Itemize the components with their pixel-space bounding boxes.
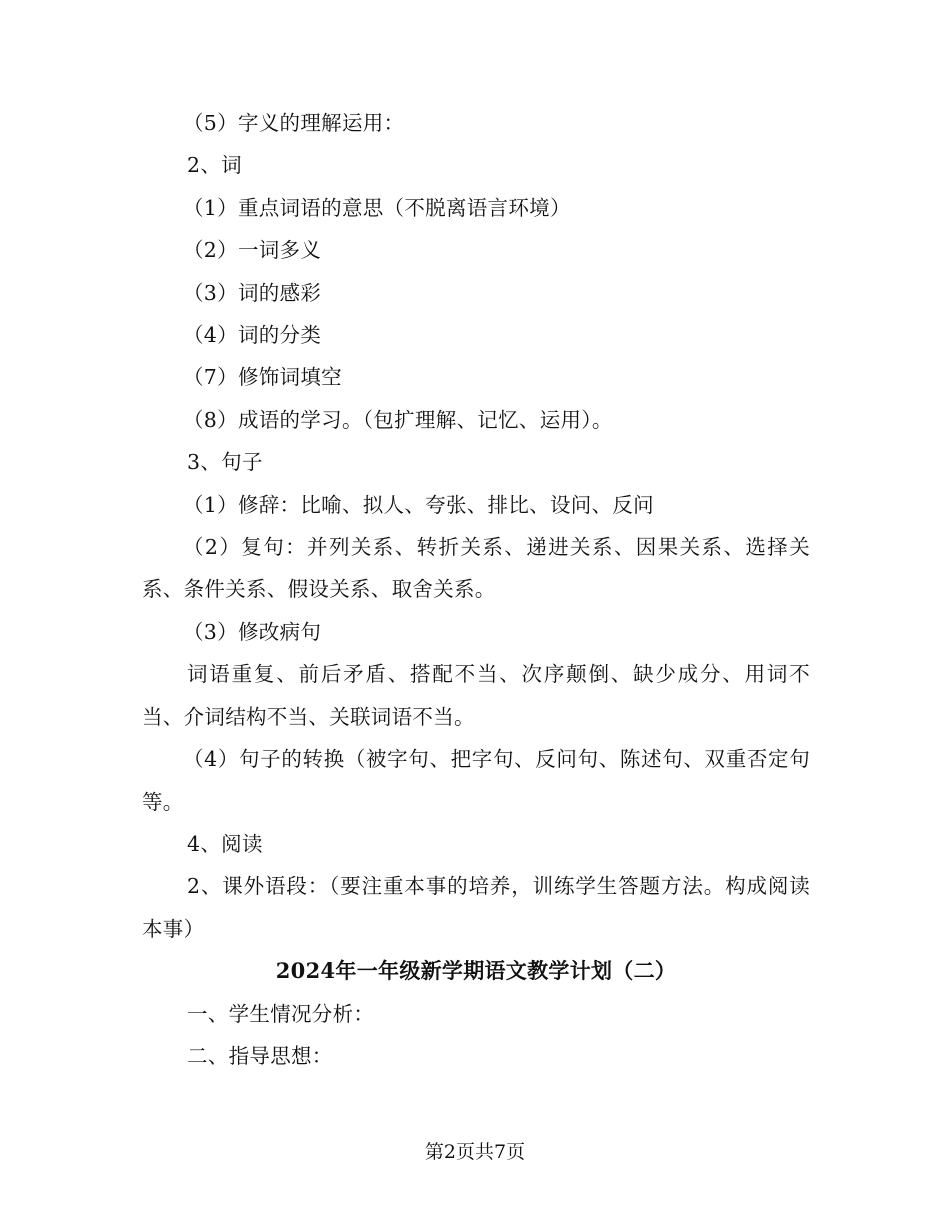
page-footer: 第2页共7页 [424,1141,526,1163]
paragraph: （2）复句：并列关系、转折关系、递进关系、因果关系、选择关系、条件关系、假设关系、取舍关系。 [142,535,810,602]
paragraph: （3）修改病句 [183,619,322,644]
paragraph: 词语重复、前后矛盾、搭配不当、次序颠倒、缺少成分、用词不当、介词结构不当、关联词语不当。 [142,662,810,729]
paragraph: 一、学生情况分析： [187,1001,375,1026]
section-title: 2024年一年级新学期语文教学计划（二） [275,958,677,984]
page-content [142,102,810,1077]
paragraph: （1）修辞：比喻、拟人、夸张、排比、设问、反问 [183,492,654,517]
paragraph: 3、句子 [187,450,263,475]
paragraph: 2、课外语段：（要注重本事的培养，训练学生答题方法。构成阅读本事） [142,874,810,941]
paragraph: （2）一词多义 [183,238,322,263]
paragraph: （5）字义的理解运用： [183,111,405,135]
paragraph: 2、词 [187,153,242,178]
paragraph: 4、阅读 [187,831,263,856]
paragraph: （1）重点词语的意思（不脱离语言环境） [183,195,571,220]
paragraph: （4）句子的转换（被字句、把字句、反问句、陈述句、双重否定句等。 [142,747,810,814]
paragraph: （8）成语的学习。（包扩理解、记忆、运用）。 [183,407,613,432]
paragraph: 二、指导思想： [187,1043,333,1068]
paragraph: （7）修饰词填空 [183,365,342,390]
paragraph: （3）词的感彩 [183,280,322,305]
paragraph: （4）词的分类 [183,323,322,348]
